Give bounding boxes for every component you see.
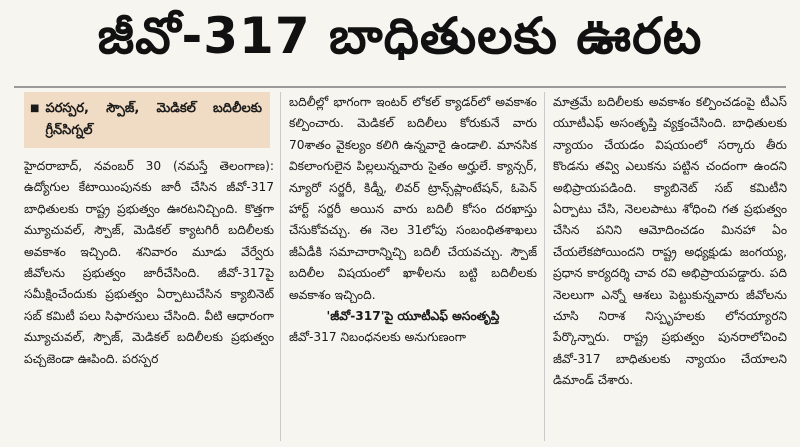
- bullet-icon: ■: [30, 103, 40, 114]
- column-1-text: హైదరాబాద్, నవంబర్ 30 (నమస్తే తెలంగాణ): ఉద్యోగుల కేటాయింపునకు జారీ చేసిన జీవో-317 బాధితులకు రాష్ట్ర ప్రభుత్వం ఊరటనిచ్చింది. కొత్తగా మ్యూచువల్, స్పౌజ్, మెడికల్ క్యాటగిరీ బదిలీలకు అవకాశం ఇచ్చింది. శనివారం మూడు వేర్వేరు జీవోలను ప్రభుత్వం జారీచేసింది. జీవో-317పై సమీక్షించేందుకు ప్రభుత్వం ఏర్పాటుచేసిన క్యాబినెట్ సబ్ కమిటీ పలు సిఫారసులు చేసింది. వీటి ఆధారంగా మ్యూచువల్, స్పౌజ్, మెడికల్ బదిలీలకు ప్రభుత్వం పచ్చజెండా ఊపింది. పరస్పర: [24, 159, 274, 366]
- sub-headline-text: పరస్పర, స్పౌజ్, మెడికల్ బదిలీలకు గ్రీన్‌సిగ్నల్: [45, 101, 262, 138]
- article-column-2: [289, 92, 537, 441]
- column-3-text: మాత్రమే బదిలీలకు అవకాశం కల్పించడంపై టీఎస్ యూటీఎఫ్ అసంతృప్తి వ్యక్తంచేసింది. బాధితులకు న్యాయం చేయడం విషయంలో సర్కారు తీరు కొండను తవ్వి ఎలుకను పట్టిన చందంగా ఉందని అభిప్రాయపడింది. క్యాబినెట్ సబ్ కమిటీని ఏర్పాటు చేసి, నెలలపాటు శోధించి గత ప్రభుత్వం చేసిన పనిని ఆమోదించడం మినహా ఏం చేయలేకపోయిందని రాష్ట్ర అధ్యక్షుడు జంగయ్య, ప్రధాన కార్యదర్శి చావ రవి అభిప్రాయపడ్డారు. పది నెలలుగా ఎన్నో ఆశలు పెట్టుకున్నవారు జీవోలను చూసి నిరాశ నిస్పృహలకు లోనయ్యారని పేర్కొన్నారు. రాష్ట్ర ప్రభుత్వం పునరాలోచించి జీవో-317 బాధితులకు న్యాయం చేయాలని డిమాండ్ చేశారు.: [553, 95, 787, 388]
- headline-rule: [14, 86, 786, 88]
- column-divider: [280, 92, 281, 441]
- column-2-text: బదిలీల్లో భాగంగా ఇంటర్ లోకల్ క్యాడర్‌లో అవకాశం కల్పించారు. మెడికల్ బదిలీలు కోరుకునే వారు 70శాతం వైకల్యం కలిగి ఉన్నవారై ఉండాలి. మానసిక వికలాంగులైన పిల్లలున్నవారు సైతం అర్హులే. క్యాన్సర్, న్యూరో సర్జరీ, కిడ్నీ, లివర్ ట్రాన్స్‌ప్లాంటేషన్, ఓపెన్ హార్ట్ సర్జరీ అయిన వారు బదిలీ కోసం దరఖాస్తు చేసుకోవచ్చు. ఈ నెల 31లోపు సంబంధితశాఖలు జీఏడీకి సమాచారాన్నిచ్చి బదిలీ చేయవచ్చు. స్పౌజ్ బదిలీల విషయంలో ఖాళీలను బట్టి బదిలీలకు అవకాశం ఇచ్చింది.: [289, 95, 537, 302]
- article-headline: జీవో-317 బాధితులకు ఊరట: [97, 6, 703, 65]
- section-subhead: 'జీవో-317'పై యూటీఎఫ్ అసంతృప్తి: [326, 309, 500, 324]
- column-2-tail-text: జీవో-317 నిబంధనలకు అనుగుణంగా: [289, 330, 466, 345]
- article-column-3: [553, 92, 787, 441]
- column-divider: [544, 92, 545, 441]
- article-column-1: [24, 92, 274, 441]
- sub-headline-box: [24, 92, 270, 148]
